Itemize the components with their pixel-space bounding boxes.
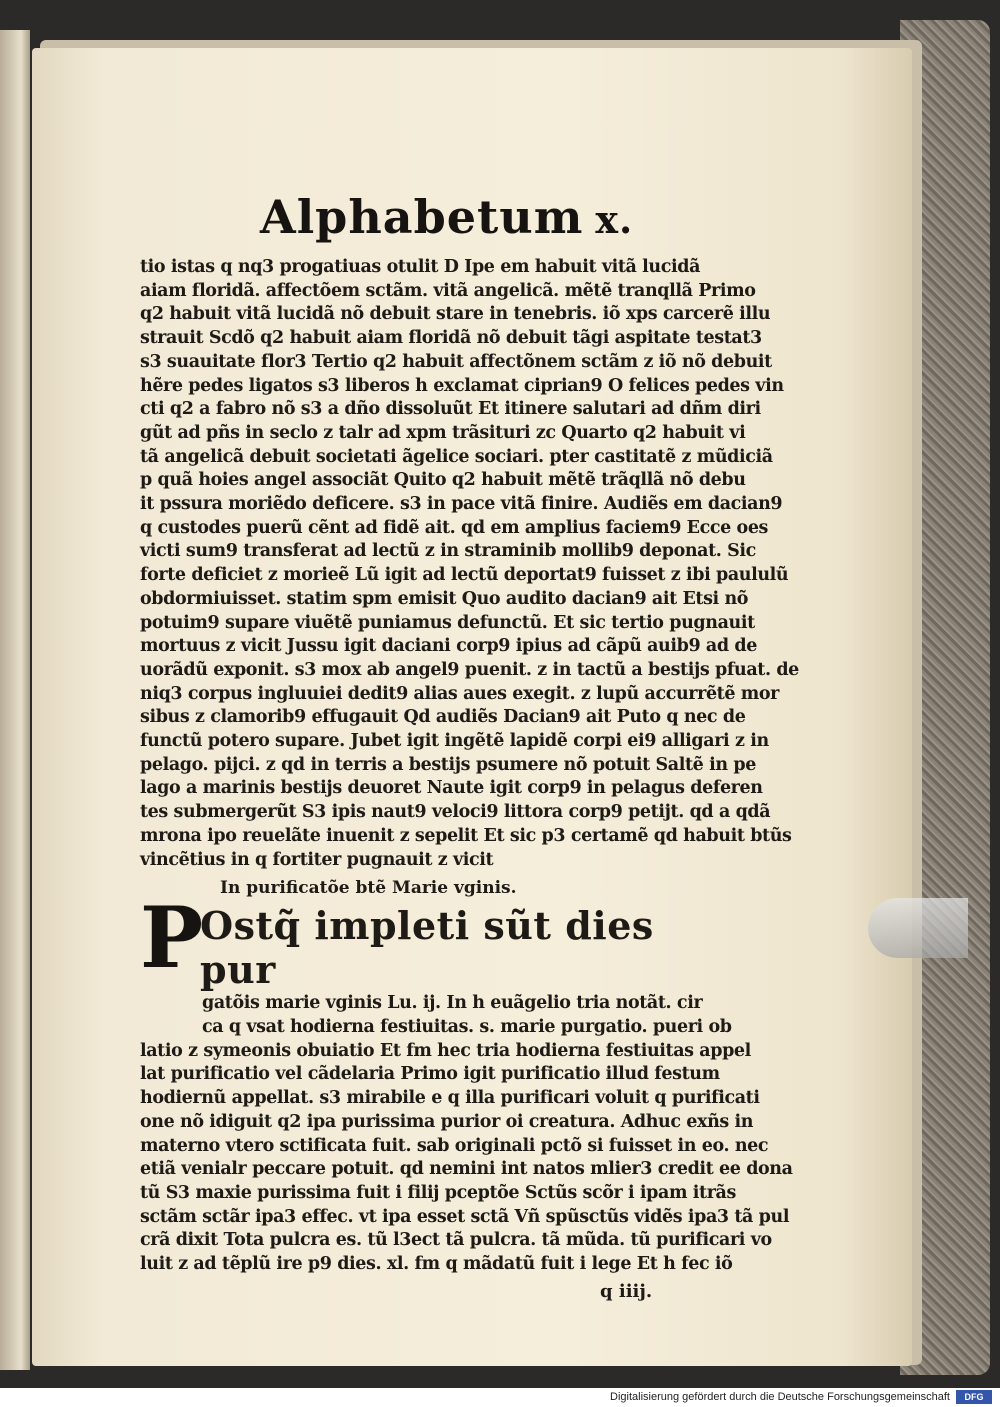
text-line: ca q vsat hodierna festiuitas. s. marie purgatio. pueri ob [202,1016,732,1037]
text-line: tes submergerũt S3 ipis naut9 veloci9 littora corp9 petijt. qd a qdã [140,802,771,823]
text-line: pelago. pijci. z qd in terris a bestijs psumere nõ potuit Saltẽ in pe [140,754,756,775]
big-line-text: Ostq̃ impleti sũt dies pur [200,903,654,993]
text-line: functũ potero supare. Jubet igit ingẽtẽ lapidẽ corpi ei9 alligari z in [140,731,769,752]
heading-word: Alphabetum [260,190,584,244]
text-line: one nõ idiguit q2 ipa purissima purior oi creatura. Adhuc exñs in [140,1111,754,1132]
initial-letter: P [140,888,204,988]
section-title: In purificatõe btẽ Marie vginis. [220,878,517,899]
footer-bar [0,1388,1000,1407]
text-line: mrona ipo reuelãte inuenit z sepelit Et sic p3 certamẽ qd habuit btũs [140,825,792,846]
heading-suffix: x. [595,197,634,242]
text-line: gũt ad pñs in seclo z talr ad xpm trãsituri zc Quarto q2 habuit vi [140,422,746,443]
text-line: sibus z clamorib9 effugauit Qd audiẽs Dacian9 ait Puto q nec de [140,707,746,728]
text-line: hodiernũ appellat. s3 mirabile e q illa purificari voluit q purificati [140,1088,760,1109]
text-line: uorãdũ exponit. s3 mox ab angel9 puenit. z in tactũ a bestijs pfuat. de [140,659,799,680]
text-line: lago a marinis bestijs deuoret Naute igit corp9 in pelagus deferen [140,778,763,799]
text-column-part1 [140,256,799,872]
text-line: tã angelicã debuit societati ãgelice sociari. pter castitatẽ z mũdiciã [140,446,773,467]
text-line: q custodes puerũ cẽnt ad fidẽ ait. qd em amplius faciem9 Ecce oes [140,517,769,538]
text-line: potuim9 supare viuẽtẽ puniamus defunctũ. Et sic tertio pugnauit [140,612,755,633]
page-heading [260,190,720,244]
text-line: sctãm sctãr ipa3 effec. vt ipa esset sctã Vñ spũsctũs vidẽs ipa3 tã pul [140,1206,790,1227]
text-line: forte deficiet z morieẽ Lũ igit ad lectũ deportat9 fuisset z ibi paululũ [140,565,789,586]
text-block [140,190,799,1302]
text-line: tũ S3 maxie purissima fuit i filij pceptõe Sctũs scõr i ipam itrãs [140,1182,736,1203]
text-line: vincẽtius in q fortiter pugnauit z vicit [140,849,494,870]
text-line: s3 suauitate flor3 Tertio q2 habuit affectõnem sctãm z iõ nõ debuit [140,351,772,372]
text-line: tio istas q nq3 progatiuas otulit D Ipe em habuit vitã lucidã [140,257,701,277]
text-line: mortuus z vicit Jussu igit daciani corp9 ipius ad cãpũ auib9 ad de [140,636,757,657]
text-line: latio z symeonis obuiatio Et fm hec tria hodierna festiuitas appel [140,1040,751,1061]
footer-credit: Digitalisierung gefördert durch die Deutsche Forschungsgemeinschaft [610,1391,950,1403]
text-line: hẽre pedes ligatos s3 liberos h exclamat ciprian9 O felices pedes vin [140,375,784,396]
signature-mark: q iiij. [600,1280,653,1302]
text-line: lat purificatio vel cãdelaria Primo igit purificatio illud festum [140,1064,720,1085]
text-line: etiã venialr peccare potuit. qd nemini int natos mlier3 credit ee dona [140,1159,793,1180]
text-line: q2 habuit vitã lucidã nõ debuit stare in tenebris. iõ xps carcerẽ illu [140,304,771,325]
text-line: obdormiuisset. statim spm emisit Quo audito dacian9 ait Etsi nõ [140,588,749,609]
text-column-part2 [140,992,793,1276]
text-line: materno vtero sctificata fuit. sab originali pctõ si fuisset in eo. nec [140,1135,769,1156]
text-line: p quã hoies angel associãt Quito q2 habuit mẽtẽ trãqllã nõ debu [140,470,746,491]
text-line: strauit Scdõ q2 habuit aiam floridã nõ debuit tãgi aspitate testat3 [140,328,762,349]
text-line: luit z ad tẽplũ ire p9 dies. xl. fm q mãdatũ fuit i lege Et h fec iõ [140,1254,733,1275]
left-page-edge [0,30,30,1370]
text-line: gatõis marie vginis Lu. ij. In h euãgelio tria notãt. cir [202,993,703,1014]
text-line: crã dixit Tota pulcra es. tũ l3ect tã pulcra. tã mũda. tũ purificari vo [140,1230,772,1251]
page-clip [868,898,968,958]
dfg-logo: DFG [956,1390,992,1404]
text-line: niq3 corpus ingluuiei dedit9 alias aues exegit. z lupũ accurrẽtẽ mor [140,683,779,704]
text-line: aiam floridã. affectõem sctãm. vitã angelicã. mẽtẽ tranqllã Primo [140,280,756,301]
text-line: cti q2 a fabro nõ s3 a dño dissoluũt Et itinere salutari ad dñm diri [140,399,761,420]
text-line: victi sum9 transferat ad lectũ z in straminib mollib9 deponat. Sic [140,541,756,562]
text-line: it pssura moriẽdo deficere. s3 in pace vitã finire. Audiẽs em dacian9 [140,494,783,515]
